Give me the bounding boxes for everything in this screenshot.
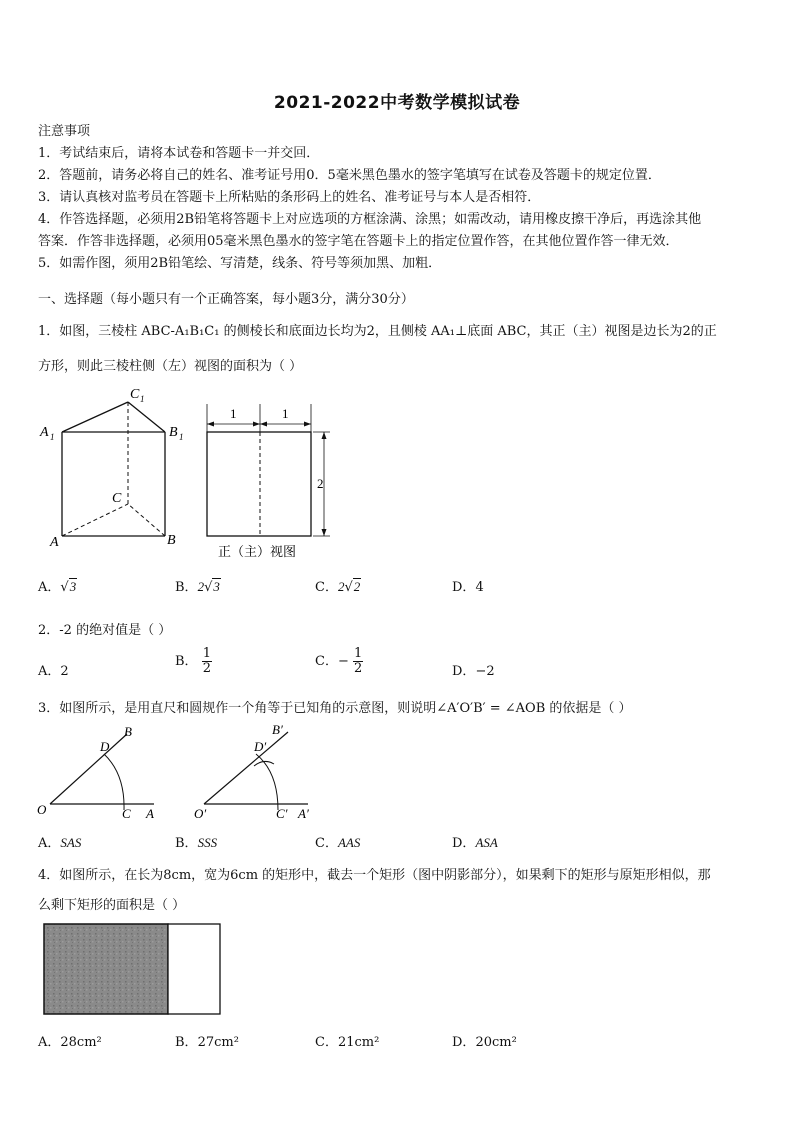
note-item: 3．请认真核对监考员在答题卡上所粘贴的条形码上的姓名、准考证号与本人是否相符． — [38, 190, 541, 205]
question-4-text-cont: 么剩下矩形的面积是（ ） — [38, 898, 186, 913]
note-item: 2．答题前，请务必将自己的姓名、准考证号用0．5毫米黑色墨水的签字笔填写在试卷及答题卡的规定位置． — [38, 168, 661, 183]
q3-option-c[interactable]: C．AAS — [315, 835, 361, 851]
label-a: A — [146, 806, 154, 821]
q1-option-d[interactable]: D．4 — [452, 580, 484, 595]
note-item: 1．考试结束后，请将本试卷和答题卡一并交回． — [38, 146, 320, 161]
svg-text:1: 1 — [140, 394, 145, 404]
front-view-figure — [200, 398, 340, 564]
note-item: 4．作答选择题，必须用2B铅笔将答题卡上对应选项的方框涂满、涂黑；如需改动，请用橡皮擦干净后，再选涂其他 — [38, 212, 702, 227]
q3-option-a[interactable]: A．SAS — [38, 835, 82, 851]
section-heading: 一、选择题（每小题只有一个正确答案，每小题3分，满分30分） — [38, 292, 414, 307]
label-c1: C — [130, 387, 140, 402]
label-a-prime: A′ — [298, 806, 309, 821]
label-d-prime: D′ — [254, 739, 267, 754]
label-b1: B — [169, 425, 178, 440]
label-c: C — [122, 806, 131, 821]
question-3-text: 3．如图所示，是用直尺和圆规作一个角等于已知角的示意图，则说明∠A′O′B′ = ∠AOB 的依据是（ ） — [38, 701, 632, 716]
note-item: 5．如需作图，须用2B铅笔绘、写清楚，线条、符号等须加黑、加粗． — [38, 256, 442, 271]
q4-option-a[interactable]: A．28cm² — [38, 1035, 102, 1050]
rectangle-figure — [40, 920, 232, 1020]
label-b: B — [124, 724, 132, 739]
q1-option-a[interactable]: A．√3 — [38, 579, 77, 595]
angle-figure-copy — [188, 722, 328, 822]
label-d: D — [100, 739, 110, 754]
q3-option-d[interactable]: D．ASA — [452, 835, 498, 851]
q1-option-c[interactable]: C．2√2 — [315, 579, 361, 595]
q4-option-c[interactable]: C．21cm² — [315, 1035, 380, 1050]
question-4-text: 4．如图所示，在长为8cm，宽为6cm 的矩形中，截去一个矩形（图中阴影部分），如果剩下的矩形与原矩形相似，那 — [38, 868, 711, 883]
question-1-text: 1．如图，三棱柱 ABC-A₁B₁C₁ 的侧棱长和底面边长均为2，且侧棱 AA₁⊥底面 ABC，其正（主）视图是边长为2的正 — [38, 324, 717, 339]
width-label: 1 — [282, 406, 289, 421]
label-b: B — [167, 533, 176, 548]
label-b-prime: B′ — [272, 722, 283, 737]
angle-figure-original — [32, 722, 172, 822]
view-caption: 正（主）视图 — [218, 544, 297, 559]
shaded-rectangle — [44, 924, 168, 1014]
q2-option-d[interactable]: D．−2 — [452, 664, 495, 679]
height-label: 2 — [317, 476, 324, 491]
label-a: A — [50, 535, 59, 550]
question-1-text-cont: 方形，则此三棱柱侧（左）视图的面积为（ ） — [38, 359, 303, 374]
svg-text:1: 1 — [179, 432, 184, 442]
q2-option-b[interactable]: B． $\frac{1}{2}$ — [175, 646, 211, 676]
label-c-prime: C′ — [276, 806, 288, 821]
label-a1: A — [40, 425, 49, 440]
note-item: 答案．作答非选择题，必须用05毫米黑色墨水的签字笔在答题卡上的指定位置作答，在其他位置作答一律无效． — [38, 234, 679, 249]
question-2-text: 2．-2 的绝对值是（ ） — [38, 623, 172, 638]
notes-heading: 注意事项 — [38, 124, 91, 139]
page-title: 2021-2022中考数学模拟试卷 — [273, 93, 521, 113]
q2-option-a[interactable]: A．2 — [38, 664, 69, 679]
q4-option-b[interactable]: B．27cm² — [175, 1035, 239, 1050]
q2-option-c[interactable]: C．− $\frac{1}{2}$ — [315, 646, 363, 676]
width-label: 1 — [230, 406, 237, 421]
q1-option-b[interactable]: B．2√3 — [175, 579, 220, 595]
label-c: C — [112, 491, 122, 506]
remaining-rectangle — [168, 924, 220, 1014]
label-o-prime: O′ — [194, 806, 207, 821]
label-o: O — [37, 802, 47, 817]
prism-figure — [30, 380, 190, 560]
svg-text:1: 1 — [50, 432, 55, 442]
q4-option-d[interactable]: D．20cm² — [452, 1035, 517, 1050]
q3-option-b[interactable]: B．SSS — [175, 835, 218, 851]
